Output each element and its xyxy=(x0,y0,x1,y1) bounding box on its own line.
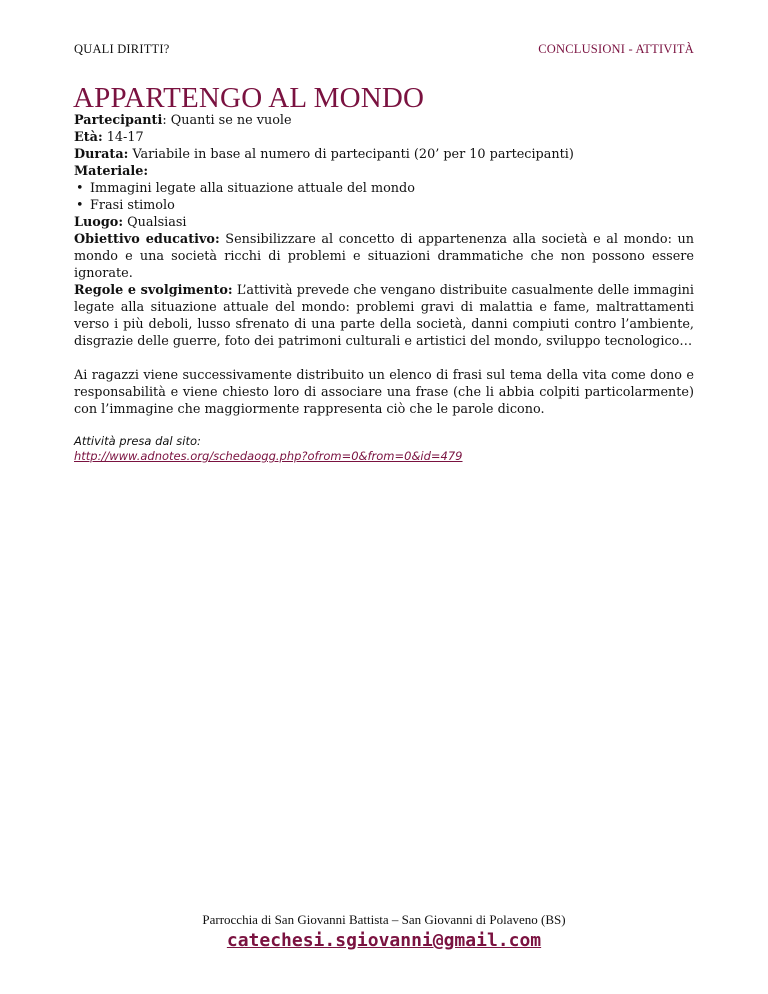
goal-row xyxy=(74,231,694,282)
place-row xyxy=(74,214,694,231)
duration-value: Variabile in base al numero di partecipanti (20’ per 10 partecipanti) xyxy=(128,147,574,162)
age-value: 14-17 xyxy=(102,130,144,145)
goal-label: Obiettivo educativo: xyxy=(74,232,220,247)
header-section-title: QUALI DIRITTI? xyxy=(74,42,170,56)
list-item: • Frasi stimolo xyxy=(74,197,694,214)
participants-label: Partecipanti xyxy=(74,113,163,128)
rules-value: L’attività prevede che vengano distribuite casualmente delle immagini legate alla situazione attuale del mondo: problemi gravi di malattia e fame, maltrattamenti verso i più deboli, lusso sfrenato di una parte della società, danni compiuti contro l’ambiente, disgrazie delle guerre, foto dei patrimoni culturali e artistici del mondo, sviluppo tecnologico… xyxy=(74,283,694,349)
paragraph-instructions: Ai ragazzi viene successivamente distribuito un elenco di frasi sul tema della vita come dono e responsabilità e viene chiesto loro di associare una frase (che li abbia colpiti particolarmente) con l’immagine che maggiormente rappresenta ciò che le parole dicono. xyxy=(74,368,694,417)
age-row xyxy=(74,129,694,146)
duration-label: Durata: xyxy=(74,147,129,162)
activity-content xyxy=(74,112,694,464)
material-row xyxy=(74,163,694,180)
participants-value: : Quanti se ne vuole xyxy=(162,113,292,128)
duration-row xyxy=(74,146,694,163)
participants-row xyxy=(74,112,694,129)
source-link[interactable]: http://www.adnotes.org/schedaogg.php?ofrom=0&from=0&id=479 xyxy=(74,449,463,463)
footer-email-link[interactable]: catechesi.sgiovanni@gmail.com xyxy=(226,930,542,951)
rules-label: Regole e svolgimento: xyxy=(74,283,233,298)
page-title: APPARTENGO AL MONDO xyxy=(73,82,425,114)
list-item: • Immagini legate alla situazione attuale del mondo xyxy=(74,180,694,197)
goal-value: Sensibilizzare al concetto di appartenenza alla società e al mondo: un mondo e una società ricchi di problemi e situazioni drammatiche che non possono essere ignorate. xyxy=(74,232,695,281)
source-label: Attività presa dal sito: xyxy=(74,434,201,448)
place-value: Qualsiasi xyxy=(123,215,187,230)
material-label: Materiale: xyxy=(74,164,149,179)
footer-parish: Parrocchia di San Giovanni Battista – San Giovanni di Polaveno (BS) xyxy=(202,912,566,927)
source-block xyxy=(74,434,694,464)
age-label: Età: xyxy=(74,130,103,145)
header-section-subtitle: CONCLUSIONI - ATTIVITÀ xyxy=(538,42,694,56)
material-list xyxy=(74,180,694,214)
place-label: Luogo: xyxy=(74,215,124,230)
rules-row xyxy=(74,282,694,350)
